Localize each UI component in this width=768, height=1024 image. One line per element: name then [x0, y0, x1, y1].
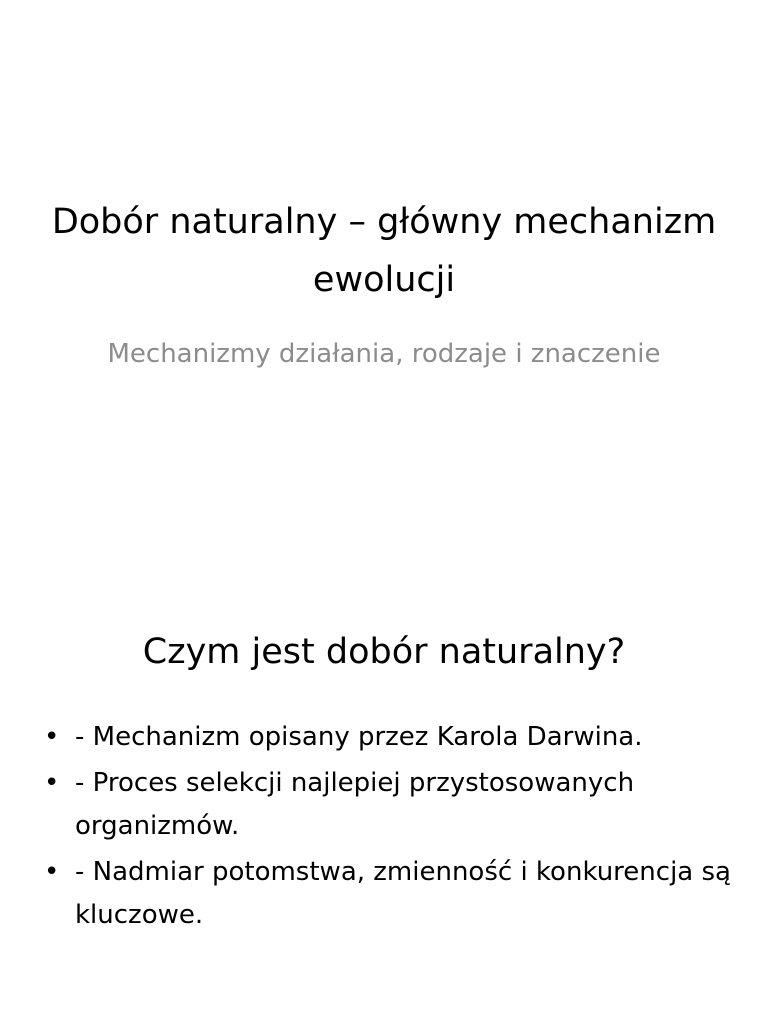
content-slide: [0, 576, 768, 1024]
list-item: [40, 762, 740, 848]
list-item: [40, 716, 740, 759]
bullet-text: - Proces selekcji najlepiej przystosowanych organizmów.: [75, 768, 635, 841]
bullet-icon: •: [44, 768, 60, 798]
bullet-icon: •: [44, 857, 60, 887]
list-item: [40, 851, 740, 937]
bullet-text: - Nadmiar potomstwa, zmienność i konkurencja są kluczowe.: [75, 857, 731, 930]
bullet-icon: •: [44, 722, 60, 752]
slide-title: Dobór naturalny – główny mechanizm ewolucji: [51, 202, 717, 300]
bullet-list: [40, 716, 740, 940]
slide-title: Czym jest dobór naturalny?: [142, 632, 626, 672]
bullet-text: - Mechanizm opisany przez Karola Darwina.: [75, 722, 643, 752]
slide-subtitle: Mechanizmy działania, rodzaje i znaczenie: [107, 339, 661, 369]
